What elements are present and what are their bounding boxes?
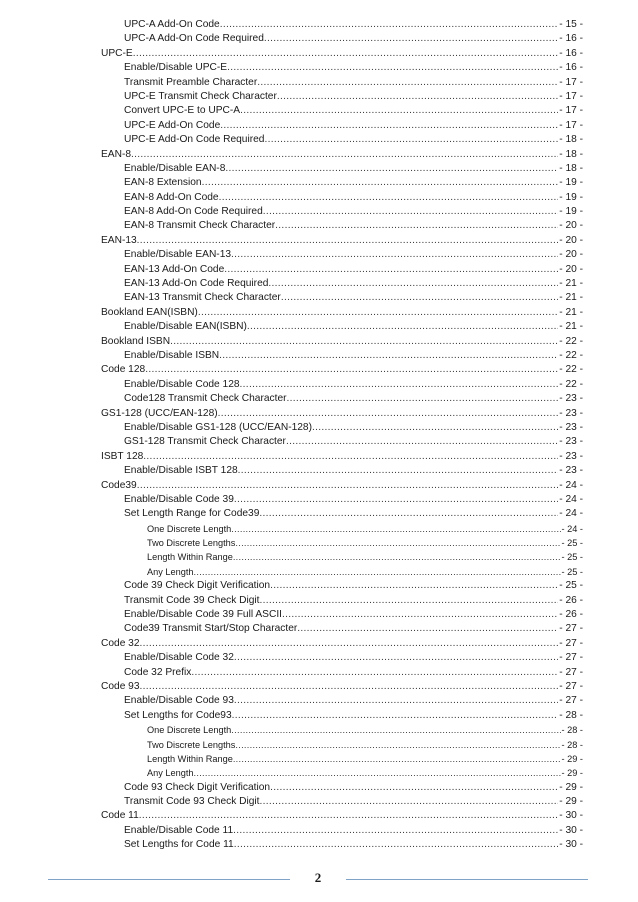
toc-entry[interactable]: [101, 435, 583, 449]
toc-entry-title: EAN-13 Transmit Check Character: [124, 292, 281, 304]
toc-dot-leader: [287, 392, 559, 406]
toc-entry[interactable]: [101, 594, 583, 608]
toc-entry-page: - 28 -: [559, 709, 583, 721]
toc-dot-leader: [297, 622, 558, 636]
toc-dot-leader: [145, 363, 558, 377]
toc-entry-page: - 20 -: [559, 263, 583, 275]
toc-entry-page: - 30 -: [559, 839, 583, 851]
toc-entry[interactable]: [101, 479, 583, 493]
toc-entry[interactable]: [101, 277, 583, 291]
toc-entry[interactable]: [101, 622, 583, 636]
toc-entry-title: EAN-13: [101, 234, 137, 246]
toc-entry-page: - 26 -: [559, 594, 583, 606]
toc-dot-leader: [247, 320, 558, 334]
toc-entry-page: - 27 -: [559, 695, 583, 707]
toc-entry[interactable]: [101, 263, 583, 277]
toc-entry[interactable]: [101, 291, 583, 305]
toc-dot-leader: [275, 219, 558, 233]
toc-entry-page: - 17 -: [559, 119, 583, 131]
toc-entry[interactable]: [101, 76, 583, 90]
toc-entry-page: - 29 -: [559, 796, 583, 808]
toc-dot-leader: [233, 824, 558, 838]
toc-dot-leader: [234, 493, 558, 507]
toc-entry[interactable]: [101, 234, 583, 248]
toc-dot-leader: [268, 277, 558, 291]
toc-dot-leader: [234, 694, 558, 708]
toc-entry-title: Code128 Transmit Check Character: [124, 393, 287, 405]
toc-entry-title: Code 128: [101, 364, 146, 376]
toc-dot-leader: [137, 234, 559, 248]
toc-entry[interactable]: [101, 536, 583, 550]
toc-dot-leader: [231, 723, 560, 737]
toc-entry[interactable]: [101, 349, 583, 363]
toc-dot-leader: [227, 61, 558, 75]
toc-entry-title: Enable/Disable GS1-128 (UCC/EAN-128): [124, 421, 312, 433]
toc-entry-page: - 24 -: [561, 523, 583, 534]
toc-dot-leader: [259, 507, 558, 521]
toc-dot-leader: [202, 176, 559, 190]
toc-dot-leader: [225, 162, 558, 176]
toc-dot-leader: [240, 104, 558, 118]
toc-entry[interactable]: [101, 795, 583, 809]
toc-entry-title: Set Lengths for Code93: [124, 709, 232, 721]
toc-entry[interactable]: [101, 191, 583, 205]
toc-entry[interactable]: [101, 392, 583, 406]
toc-entry-page: - 24 -: [559, 479, 583, 491]
toc-entry-title: Any Length: [147, 566, 194, 577]
toc-entry[interactable]: [101, 680, 583, 694]
toc-dot-leader: [219, 191, 559, 205]
toc-dot-leader: [220, 119, 558, 133]
toc-entry[interactable]: [101, 694, 583, 708]
toc-entry[interactable]: [101, 47, 583, 61]
toc-dot-leader: [194, 766, 561, 780]
toc-entry-page: - 21 -: [559, 278, 583, 290]
toc-entry-page: - 25 -: [559, 580, 583, 592]
toc-entry-page: - 15 -: [559, 19, 583, 30]
toc-entry-page: - 18 -: [559, 162, 583, 174]
toc-entry-title: GS1-128 Transmit Check Character: [124, 436, 286, 448]
toc-dot-leader: [220, 18, 559, 32]
toc-entry-page: - 27 -: [559, 680, 583, 692]
toc-entry[interactable]: [101, 550, 583, 564]
toc-entry-page: - 22 -: [559, 349, 583, 361]
toc-dot-leader: [277, 90, 558, 104]
toc-entry-title: Enable/Disable Code 128: [124, 378, 240, 390]
toc-dot-leader: [264, 133, 558, 147]
toc-entry-page: - 16 -: [559, 47, 583, 59]
toc-entry-page: - 24 -: [559, 493, 583, 505]
toc-entry-page: - 21 -: [559, 321, 583, 333]
toc-dot-leader: [191, 666, 558, 680]
toc-dot-leader: [234, 838, 559, 852]
toc-entry-page: - 23 -: [559, 465, 583, 477]
toc-entry[interactable]: [101, 148, 583, 162]
toc-entry-title: Code 93: [101, 680, 140, 692]
toc-entry-title: UPC-E Add-On Code Required: [124, 134, 265, 146]
toc-dot-leader: [131, 148, 558, 162]
toc-entry-title: Enable/Disable Code 32: [124, 652, 234, 664]
toc-entry[interactable]: [101, 32, 583, 46]
toc-entry-page: - 20 -: [559, 249, 583, 261]
toc-entry[interactable]: [101, 766, 583, 780]
toc-entry-title: Enable/Disable Code 93: [124, 695, 234, 707]
toc-dot-leader: [231, 522, 560, 536]
toc-entry-title: Set Length Range for Code39: [124, 508, 260, 520]
toc-entry[interactable]: [101, 752, 583, 766]
toc-dot-leader: [286, 435, 558, 449]
toc-entry[interactable]: [101, 205, 583, 219]
toc-entry-page: - 18 -: [559, 148, 583, 160]
toc-entry[interactable]: [101, 651, 583, 665]
toc-entry-page: - 22 -: [559, 378, 583, 390]
toc-entry-page: - 20 -: [559, 220, 583, 232]
toc-entry-page: - 23 -: [559, 450, 583, 462]
toc-dot-leader: [140, 637, 559, 651]
toc-entry[interactable]: [101, 335, 583, 349]
toc-entry-page: - 25 -: [561, 552, 583, 563]
toc-dot-leader: [137, 479, 559, 493]
toc-entry-page: - 17 -: [559, 105, 583, 117]
toc-entry-page: - 19 -: [559, 177, 583, 189]
toc-entry-page: - 30 -: [559, 810, 583, 822]
toc-entry-title: UPC-A Add-On Code Required: [124, 33, 264, 45]
toc-entry-title: Enable/Disable EAN-8: [124, 162, 226, 174]
toc-dot-leader: [133, 47, 559, 61]
toc-entry-title: Transmit Preamble Character: [124, 76, 258, 88]
toc-entry-title: Two Discrete Lengths: [147, 739, 236, 750]
toc-entry-title: EAN-8 Extension: [124, 177, 202, 189]
toc-entry-title: Set Lengths for Code 11: [124, 839, 234, 851]
toc-entry[interactable]: [101, 507, 583, 521]
toc-entry-page: - 16 -: [559, 33, 583, 45]
toc-dot-leader: [282, 608, 558, 622]
toc-dot-leader: [224, 263, 558, 277]
toc-entry[interactable]: [101, 219, 583, 233]
toc-entry-title: Enable/Disable EAN-13: [124, 249, 232, 261]
toc-entry-title: Code 32: [101, 637, 140, 649]
toc-entry-page: - 30 -: [559, 824, 583, 836]
toc-entry[interactable]: [101, 378, 583, 392]
toc-entry[interactable]: [101, 248, 583, 262]
toc-entry-title: UPC-A Add-On Code: [124, 19, 220, 30]
toc-dot-leader: [170, 335, 558, 349]
footer-rule-left: [48, 879, 290, 880]
toc-dot-leader: [240, 378, 559, 392]
toc-entry[interactable]: [101, 133, 583, 147]
toc-entry[interactable]: [101, 738, 583, 752]
toc-entry[interactable]: [101, 824, 583, 838]
toc-entry-title: EAN-13 Add-On Code: [124, 263, 225, 275]
toc-entry-title: ISBT 128: [101, 450, 144, 462]
toc-entry-page: - 28 -: [561, 725, 583, 736]
toc-entry[interactable]: [101, 608, 583, 622]
toc-entry-page: - 19 -: [559, 191, 583, 203]
toc-dot-leader: [264, 32, 558, 46]
toc-entry-page: - 26 -: [559, 609, 583, 621]
toc-dot-leader: [260, 594, 559, 608]
toc-entry-page: - 22 -: [559, 335, 583, 347]
toc-entry-page: - 29 -: [559, 781, 583, 793]
toc-entry-title: Two Discrete Lengths: [147, 538, 236, 549]
toc-entry-title: GS1-128 (UCC/EAN-128): [101, 407, 218, 419]
toc-entry[interactable]: [101, 119, 583, 133]
toc-entry-page: - 22 -: [559, 364, 583, 376]
toc-entry-page: - 23 -: [559, 407, 583, 419]
toc-entry-title: Length Within Range: [147, 753, 233, 764]
toc-entry-title: One Discrete Length: [147, 523, 232, 534]
toc-entry[interactable]: [101, 18, 583, 32]
footer-rule-right: [346, 879, 588, 880]
toc-entry-page: - 25 -: [561, 538, 583, 549]
toc-dot-leader: [281, 291, 558, 305]
toc-entry-page: - 28 -: [561, 739, 583, 750]
toc-entry-title: Enable/Disable Code 11: [124, 824, 234, 836]
toc-dot-leader: [143, 450, 558, 464]
toc-dot-leader: [234, 651, 558, 665]
toc-entry[interactable]: [101, 162, 583, 176]
toc-entry-page: - 20 -: [559, 234, 583, 246]
toc-entry-title: Enable/Disable Code 39 Full ASCII: [124, 609, 282, 621]
toc-entry-title: Bookland EAN(ISBN): [101, 306, 198, 318]
toc-entry-page: - 23 -: [559, 436, 583, 448]
toc-dot-leader: [140, 680, 559, 694]
toc-entry[interactable]: [101, 176, 583, 190]
toc-entry-title: Enable/Disable ISBN: [124, 349, 220, 361]
toc-entry-page: - 16 -: [559, 62, 583, 74]
page-footer: [0, 868, 638, 892]
toc-dot-leader: [312, 421, 558, 435]
toc-entry[interactable]: [101, 579, 583, 593]
toc-entry-title: Enable/Disable EAN(ISBN): [124, 321, 247, 333]
toc-entry[interactable]: [101, 666, 583, 680]
toc-entry-title: Code 39 Check Digit Verification: [124, 580, 271, 592]
toc-dot-leader: [232, 709, 559, 723]
toc-entry-title: Bookland ISBN: [101, 335, 171, 347]
toc-entry-title: EAN-13 Add-On Code Required: [124, 278, 269, 290]
toc-entry[interactable]: [101, 104, 583, 118]
toc-entry-title: Enable/Disable ISBT 128: [124, 465, 238, 477]
toc-entry-title: UPC-E: [101, 47, 133, 59]
toc-dot-leader: [260, 795, 559, 809]
toc-entry-page: - 17 -: [559, 90, 583, 102]
toc-entry-title: Code39: [101, 479, 137, 491]
toc-entry[interactable]: [101, 306, 583, 320]
toc-entry-title: UPC-E Transmit Check Character: [124, 90, 277, 102]
toc-entry-page: - 23 -: [559, 393, 583, 405]
toc-dot-leader: [257, 76, 558, 90]
toc-dot-leader: [231, 248, 558, 262]
toc-entry-page: - 19 -: [559, 206, 583, 218]
toc-entry-title: Code 32 Prefix: [124, 666, 192, 678]
toc-entry[interactable]: [101, 709, 583, 723]
toc-entry-title: Code 93 Check Digit Verification: [124, 781, 271, 793]
toc-entry-page: - 24 -: [559, 508, 583, 520]
toc-dot-leader: [233, 550, 561, 564]
toc-entry[interactable]: [101, 781, 583, 795]
toc-entry-title: UPC-E Add-On Code: [124, 119, 221, 131]
toc-entry[interactable]: [101, 723, 583, 737]
toc-entry-title: EAN-8: [101, 148, 132, 160]
toc-entry-title: Code 11: [101, 810, 139, 822]
toc-entry-page: - 27 -: [559, 637, 583, 649]
toc-entry-page: - 29 -: [561, 753, 583, 764]
toc-entry-title: Enable/Disable UPC-E: [124, 62, 228, 74]
toc-entry[interactable]: [101, 320, 583, 334]
toc-entry-title: EAN-8 Add-On Code: [124, 191, 219, 203]
page-number: 2: [314, 870, 322, 885]
toc-entry[interactable]: [101, 464, 583, 478]
toc-entry[interactable]: [101, 565, 583, 579]
toc-entry-page: - 27 -: [559, 666, 583, 678]
toc-dot-leader: [270, 781, 558, 795]
toc-entry-title: Enable/Disable Code 39: [124, 493, 234, 505]
toc-dot-leader: [194, 565, 561, 579]
toc-entry-page: - 29 -: [561, 768, 583, 779]
toc-entry[interactable]: [101, 61, 583, 75]
toc-dot-leader: [235, 536, 560, 550]
toc-entry-title: Transmit Code 93 Check Digit: [124, 796, 260, 808]
toc-entry-title: Code39 Transmit Start/Stop Character: [124, 623, 298, 635]
toc-entry-page: - 17 -: [559, 76, 583, 88]
toc-dot-leader: [198, 306, 558, 320]
toc-entry-title: EAN-8 Add-On Code Required: [124, 206, 263, 218]
toc-entry[interactable]: [101, 522, 583, 536]
toc-entry-page: - 27 -: [559, 652, 583, 664]
toc-entry-title: Transmit Code 39 Check Digit: [124, 594, 260, 606]
toc-entry[interactable]: [101, 637, 583, 651]
toc-entry-page: - 27 -: [559, 623, 583, 635]
toc-dot-leader: [270, 579, 558, 593]
toc-entry[interactable]: [101, 809, 583, 823]
toc-entry-title: EAN-8 Transmit Check Character: [124, 220, 276, 232]
toc-dot-leader: [263, 205, 558, 219]
toc-entry-page: - 23 -: [559, 421, 583, 433]
toc-dot-leader: [218, 407, 559, 421]
toc-entry[interactable]: [101, 421, 583, 435]
toc-entry-page: - 21 -: [559, 306, 583, 318]
toc-entry-page: - 25 -: [561, 566, 583, 577]
toc-entry-title: Length Within Range: [147, 552, 233, 563]
toc-entry[interactable]: [101, 407, 583, 421]
toc-entry[interactable]: [101, 450, 583, 464]
toc-entry-title: Any Length: [147, 768, 194, 779]
toc-entry[interactable]: [101, 838, 583, 852]
toc-entry-title: One Discrete Length: [147, 725, 232, 736]
toc-dot-leader: [235, 738, 560, 752]
toc-entry[interactable]: [101, 363, 583, 377]
toc-entry-title: Convert UPC-E to UPC-A: [124, 105, 241, 117]
toc-dot-leader: [139, 809, 558, 823]
toc-dot-leader: [233, 752, 561, 766]
toc-entry[interactable]: [101, 90, 583, 104]
toc-dot-leader: [238, 464, 559, 478]
toc-entry[interactable]: [101, 493, 583, 507]
toc-entry-page: - 18 -: [559, 134, 583, 146]
toc-dot-leader: [219, 349, 558, 363]
table-of-contents: [101, 18, 583, 853]
toc-entry-page: - 21 -: [559, 292, 583, 304]
